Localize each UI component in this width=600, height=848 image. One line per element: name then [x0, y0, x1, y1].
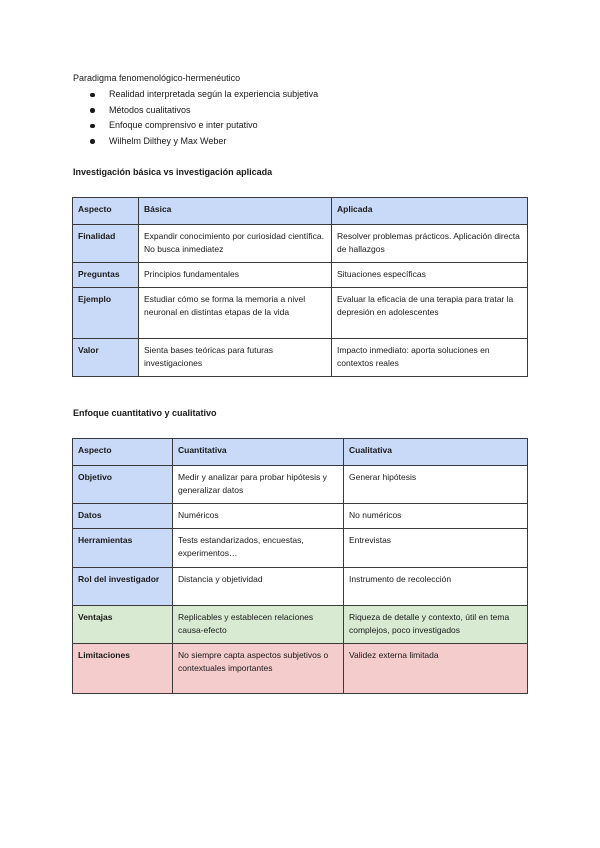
row-label: Valor [73, 339, 139, 377]
header-cell: Cualitativa [344, 439, 528, 466]
header-cell: Aspecto [73, 439, 173, 466]
table-cell: Instrumento de recolección [344, 568, 528, 606]
row-label: Limitaciones [73, 644, 173, 694]
table-row [73, 225, 528, 263]
table-header-row [73, 198, 528, 225]
table-cell: Sienta bases teóricas para futuras investigaciones [139, 339, 332, 377]
table-cell: Situaciones específicas [332, 263, 528, 288]
table-row [73, 529, 528, 568]
table-cell: Distancia y objetividad [173, 568, 344, 606]
bullet-text: Realidad interpretada según la experiencia subjetiva [109, 89, 319, 99]
table-row [73, 504, 528, 529]
table-cell: Medir y analizar para probar hipótesis y generalizar datos [173, 466, 344, 504]
paradigm-title: Paradigma fenomenológico-hermenéutico [73, 73, 241, 83]
list-item [73, 134, 318, 150]
header-cell: Aplicada [332, 198, 528, 225]
basic-vs-applied-table [72, 197, 528, 377]
row-label: Ventajas [73, 606, 173, 644]
row-label: Datos [73, 504, 173, 529]
bullet-text: Wilhelm Dilthey y Max Weber [109, 135, 227, 146]
list-item [73, 118, 318, 134]
quantitative-vs-qualitative-table [72, 438, 528, 694]
table-row [73, 339, 528, 377]
table-cell: Numéricos [173, 504, 344, 529]
table1-title: Investigación básica vs investigación aplicada [73, 167, 273, 177]
table-row [73, 568, 528, 606]
table-cell: Entrevistas [344, 529, 528, 568]
bullet-icon [90, 124, 95, 129]
table-row [73, 644, 528, 694]
paradigm-bullet-list [73, 87, 318, 149]
table-header-row [73, 439, 528, 466]
header-cell: Aspecto [73, 198, 139, 225]
bullet-icon [90, 93, 95, 98]
bullet-icon [90, 139, 95, 144]
table-row [73, 606, 528, 644]
table-cell: Principios fundamentales [139, 263, 332, 288]
table-cell: Tests estandarizados, encuestas, experimentos… [173, 529, 344, 568]
list-item [73, 103, 318, 119]
header-cell: Cuantitativa [173, 439, 344, 466]
table-cell: Riqueza de detalle y contexto, útil en tema complejos, poco investigados [344, 606, 528, 644]
table-row [73, 288, 528, 339]
table-cell: Evaluar la eficacia de una terapia para tratar la depresión en adolescentes [332, 288, 528, 339]
table-row [73, 263, 528, 288]
table-cell: Replicables y establecen relaciones causa-efecto [173, 606, 344, 644]
table-cell: Generar hipótesis [344, 466, 528, 504]
table-cell: No siempre capta aspectos subjetivos o contextuales importantes [173, 644, 344, 694]
table-row [73, 466, 528, 504]
bullet-text: Métodos cualitativos [109, 104, 191, 115]
row-label: Objetivo [73, 466, 173, 504]
row-label: Finalidad [73, 225, 139, 263]
bullet-icon [90, 108, 95, 113]
table-cell: Estudiar cómo se forma la memoria a nivel neuronal en distintas etapas de la vida [139, 288, 332, 339]
table-cell: Resolver problemas prácticos. Aplicación directa de hallazgos [332, 225, 528, 263]
list-item [73, 87, 318, 103]
bullet-text: Enfoque comprensivo e inter putativo [109, 120, 258, 130]
table-cell: No numéricos [344, 504, 528, 529]
header-cell: Básica [139, 198, 332, 225]
row-label: Herramientas [73, 529, 173, 568]
table2-title: Enfoque cuantitativo y cualitativo [73, 408, 217, 418]
table-cell: Expandir conocimiento por curiosidad científica. No busca inmediatez [139, 225, 332, 263]
row-label: Preguntas [73, 263, 139, 288]
table-cell: Impacto inmediato: aporta soluciones en contextos reales [332, 339, 528, 377]
row-label: Ejemplo [73, 288, 139, 339]
row-label: Rol del investigador [73, 568, 173, 606]
table-cell: Validez externa limitada [344, 644, 528, 694]
